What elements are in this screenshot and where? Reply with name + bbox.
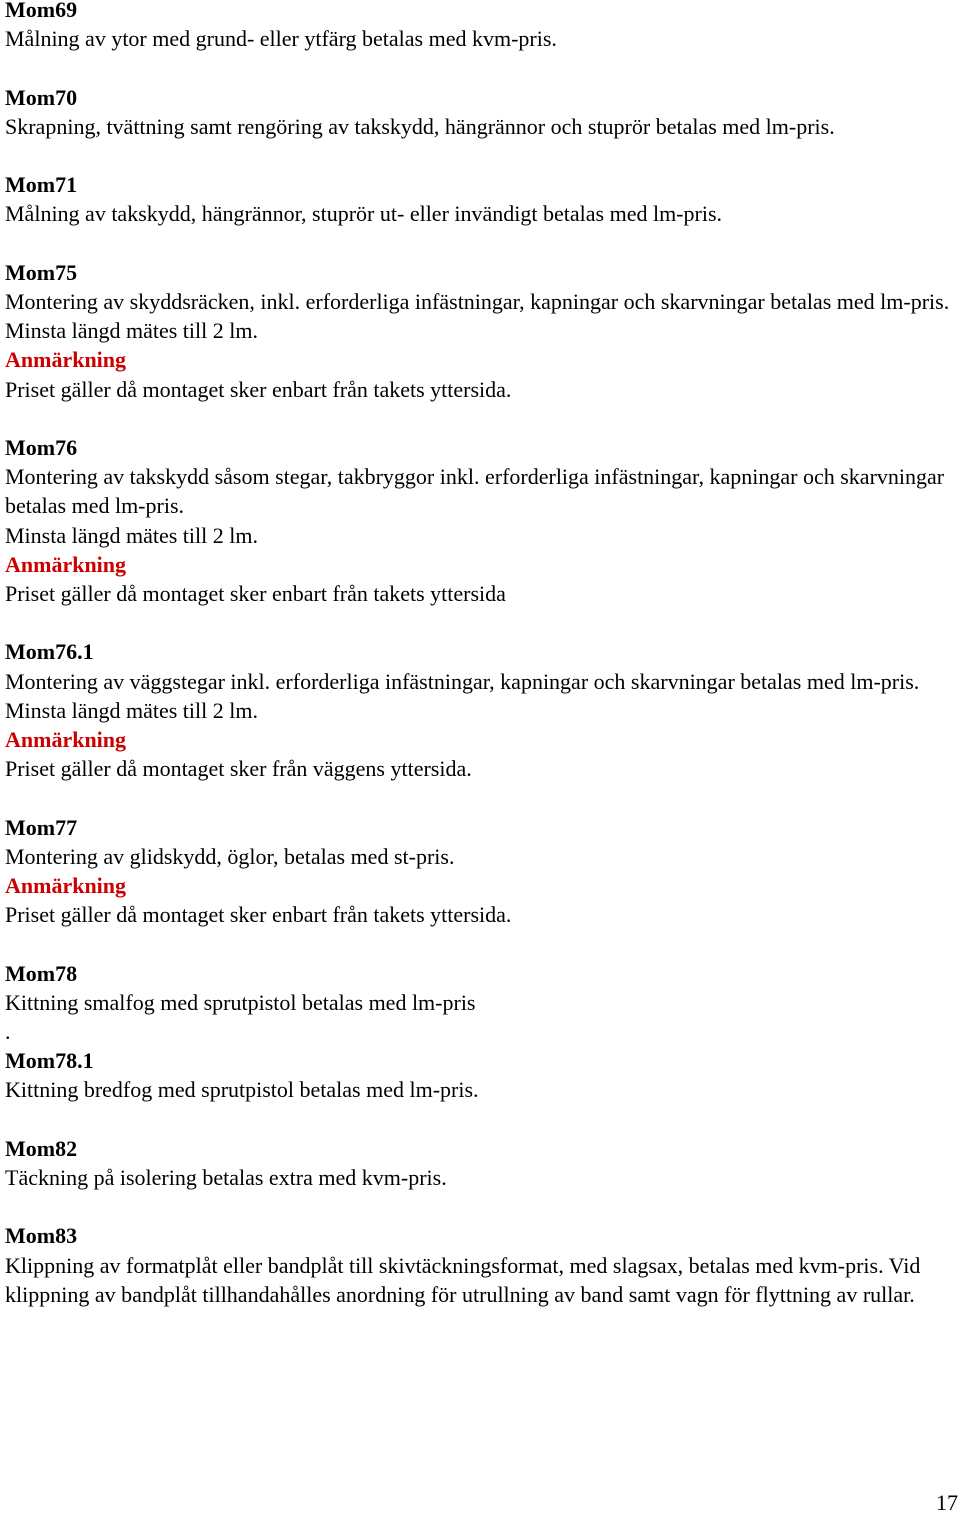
section-heading: Mom78 <box>5 960 78 986</box>
note-label: Anmärkning <box>5 551 127 577</box>
section-mom83 <box>5 1221 957 1309</box>
section-heading: Mom76.1 <box>5 639 94 665</box>
section-text: Skrapning, tvättning samt rengöring av takskydd, hängrännor och stuprör betalas med lm-pris. <box>5 113 835 139</box>
section-text: Montering av takskydd såsom stegar, takbryggor inkl. erforderliga infästningar, kapningar och skarvningar betalas med lm-pris. <box>5 464 945 519</box>
section-mom76-1 <box>5 637 957 783</box>
section-text: Kittning smalfog med sprutpistol betalas med lm-pris <box>5 989 476 1015</box>
note-text: Priset gäller då montaget sker enbart från takets yttersida <box>5 581 506 606</box>
section-mom78 <box>5 959 957 1047</box>
min-length-text: Minsta längd mätes till 2 lm. <box>5 318 258 344</box>
section-text: Målning av takskydd, hängrännor, stuprör ut- eller invändigt betalas med lm-pris. <box>5 201 723 227</box>
section-mom70 <box>5 83 957 141</box>
section-text: Täckning på isolering betalas extra med kvm-pris. <box>5 1165 447 1190</box>
section-text: Kittning bredfog med sprutpistol betalas med lm-pris. <box>5 1077 479 1103</box>
trailing-period: . <box>5 1019 11 1044</box>
min-length-text: Minsta längd mätes till 2 lm. <box>5 522 258 548</box>
document-body <box>5 0 957 1338</box>
section-heading: Mom71 <box>5 172 78 198</box>
section-text: Klippning av formatplåt eller bandplåt till skivtäckningsformat, med slagsax, betalas med kvm-pris. Vid klippning av bandplåt tillhandahålles anordning för utrullning av band samt vagn för flyttning av rullar. <box>5 1252 921 1307</box>
note-text: Priset gäller då montaget sker enbart från takets yttersida. <box>5 376 512 402</box>
section-heading: Mom76 <box>5 434 78 460</box>
section-heading: Mom75 <box>5 259 78 285</box>
section-text: Montering av väggstegar inkl. erforderliga infästningar, kapningar och skarvningar betalas med lm-pris. <box>5 668 920 694</box>
section-mom82 <box>5 1134 957 1192</box>
note-label: Anmärkning <box>5 347 127 373</box>
section-text: Målning av ytor med grund- eller ytfärg betalas med kvm-pris. <box>5 26 557 52</box>
section-mom78-1 <box>5 1046 957 1104</box>
note-label: Anmärkning <box>5 727 127 752</box>
section-heading: Mom82 <box>5 1135 78 1161</box>
note-text: Priset gäller då montaget sker från väggens yttersida. <box>5 756 472 782</box>
section-text: Montering av glidskydd, öglor, betalas med st-pris. <box>5 843 455 869</box>
section-heading: Mom69 <box>5 0 78 22</box>
section-mom76 <box>5 433 957 608</box>
note-text: Priset gäller då montaget sker enbart från takets yttersida. <box>5 902 512 928</box>
section-mom69 <box>5 0 957 53</box>
min-length-text: Minsta längd mätes till 2 lm. <box>5 697 258 723</box>
section-heading: Mom78.1 <box>5 1048 94 1074</box>
section-mom71 <box>5 170 957 228</box>
section-text: Montering av skyddsräcken, inkl. erforderliga infästningar, kapningar och skarvningar betalas med lm-pris. <box>5 288 950 314</box>
page-number: 17 <box>936 1490 958 1515</box>
section-heading: Mom70 <box>5 84 78 110</box>
section-mom77 <box>5 813 957 930</box>
note-label: Anmärkning <box>5 873 127 898</box>
section-heading: Mom83 <box>5 1223 78 1249</box>
section-mom75 <box>5 258 957 404</box>
section-heading: Mom77 <box>5 814 78 840</box>
